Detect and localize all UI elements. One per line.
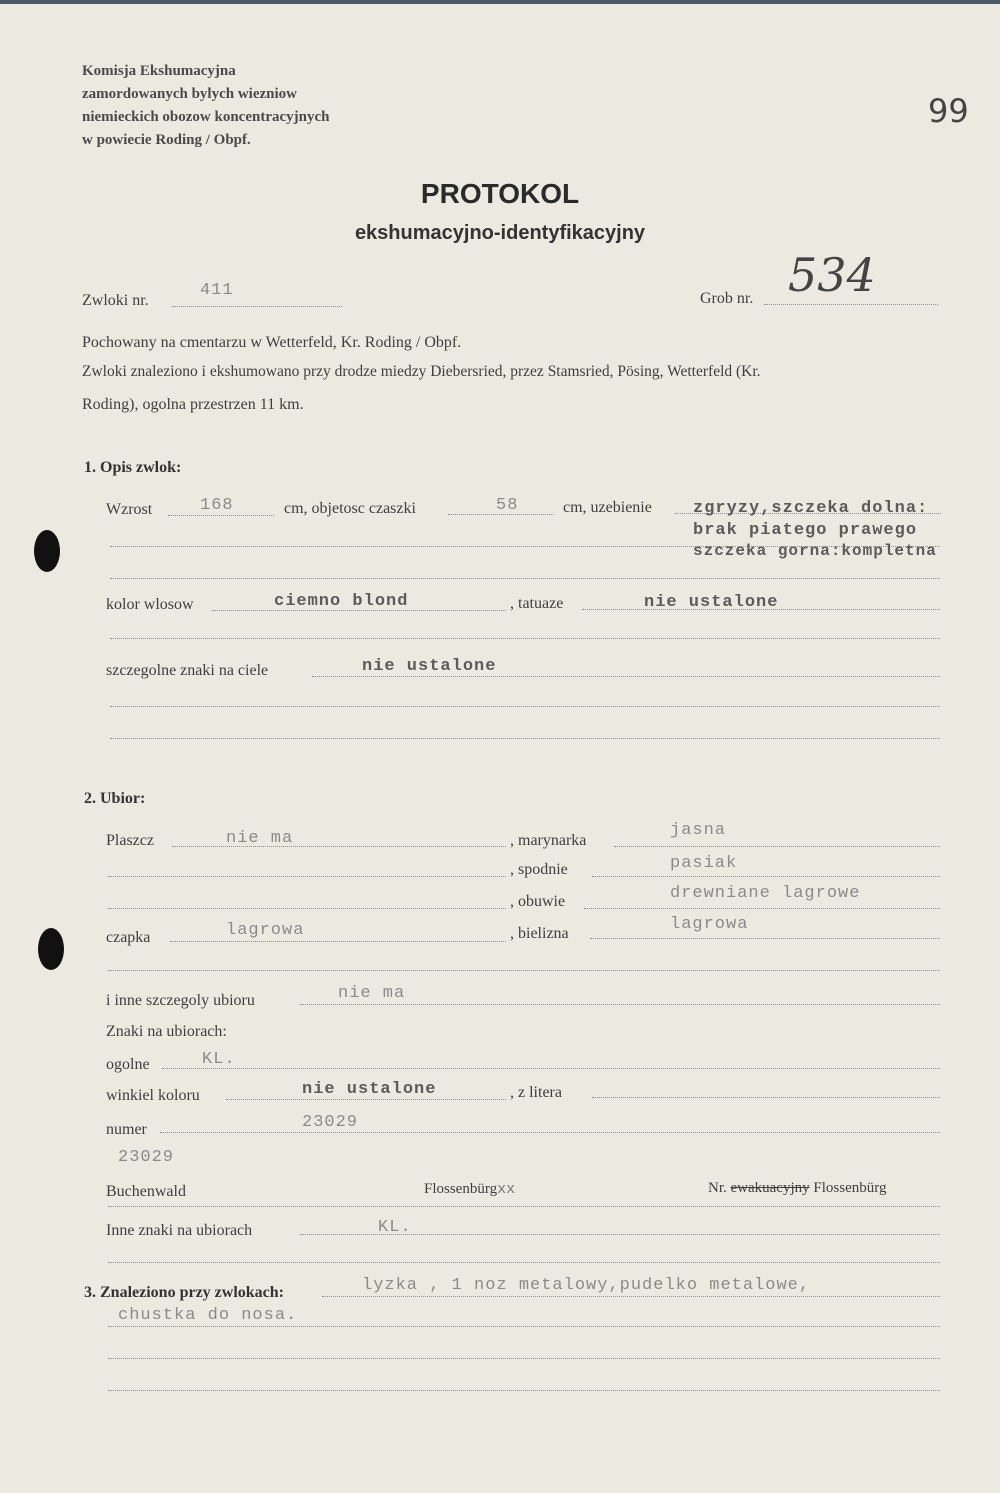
inne-znaki-value: KL. xyxy=(378,1218,412,1237)
cm-uzebienie-label: cm, uzebienie xyxy=(563,499,652,516)
flossenburg-text: Flossenbürg xyxy=(424,1181,498,1197)
zwloki-value: 411 xyxy=(200,281,234,300)
intro-line-1: Pochowany na cmentarzu w Wetterfeld, Kr. Roding / Obpf. xyxy=(82,334,462,351)
numer-label: numer xyxy=(106,1121,147,1138)
header-line-4: w powiecie Roding / Obpf. xyxy=(82,132,251,148)
document-subtitle: ekshumacyjno-identyfikacyjny xyxy=(354,222,646,244)
bielizna-value: lagrowa xyxy=(670,915,749,934)
spodnie-label: , spodnie xyxy=(510,861,568,878)
znaki-ubiory-label: Znaki na ubiorach: xyxy=(106,1023,227,1040)
buchenwald-label: Buchenwald xyxy=(106,1183,186,1200)
znaki-value: nie ustalone xyxy=(362,657,497,676)
nr-prefix: Nr. xyxy=(708,1180,727,1196)
winkiel-label: winkiel koloru xyxy=(106,1087,200,1104)
flossenburg-label xyxy=(424,1181,515,1198)
inne-znaki-label: Inne znaki na ubiorach xyxy=(106,1222,253,1239)
top-edge xyxy=(0,0,1000,4)
zwloki-label: Zwloki nr. xyxy=(82,292,149,309)
intro-line-3: Roding), ogolna przestrzen 11 km. xyxy=(82,396,304,413)
plaszcz-label: Plaszcz xyxy=(106,832,154,849)
document-title: PROTOKOL xyxy=(420,178,580,209)
inne-label: i inne szczegoly ubioru xyxy=(106,992,255,1009)
czaszka-value: 58 xyxy=(496,496,519,515)
plaszcz-value: nie ma xyxy=(226,829,294,848)
tatuaze-label: , tatuaze xyxy=(510,595,564,612)
nr-ewakuacyjny-label xyxy=(708,1180,886,1197)
cm-czaszka-label: cm, objetosc czaszki xyxy=(284,500,416,517)
numer-value-2: 23029 xyxy=(118,1148,175,1167)
inne-value: nie ma xyxy=(338,984,406,1003)
ewakuacyjny-struck: ewakuacyjny xyxy=(730,1180,810,1196)
znaleziono-value-1: lyzka , 1 noz metalowy,pudelko metalowe, xyxy=(362,1276,811,1295)
nr-suffix: Flossenbürg xyxy=(813,1180,887,1196)
section-2-heading: 2. Ubior: xyxy=(84,790,146,807)
marynarka-value: jasna xyxy=(670,821,727,840)
wlosy-value: ciemno blond xyxy=(274,592,409,611)
czapka-label: czapka xyxy=(106,929,151,946)
header-line-1: Komisja Ekshumacyjna xyxy=(82,63,236,79)
wzrost-label: Wzrost xyxy=(106,501,153,518)
section-3-heading: 3. Znaleziono przy zwlokach: xyxy=(84,1284,284,1301)
section-1-heading: 1. Opis zwlok: xyxy=(84,459,182,476)
header-line-3: niemieckich obozow koncentracyjnych xyxy=(82,109,330,125)
obuwie-value: drewniane lagrowe xyxy=(670,884,861,903)
bielizna-label: , bielizna xyxy=(510,925,569,942)
flossenburg-strike-marks: xx xyxy=(497,1181,516,1198)
punch-hole-top xyxy=(34,530,60,572)
header-line-2: zamordowanych bylych wiezniow xyxy=(82,86,297,102)
uzebienie-value-3: szczeka gorna:kompletna xyxy=(693,542,937,560)
punch-hole-bottom xyxy=(38,928,64,970)
ogolne-value: KL. xyxy=(202,1050,236,1069)
winkiel-value: nie ustalone xyxy=(302,1080,437,1099)
czapka-value: lagrowa xyxy=(226,921,305,940)
obuwie-label: , obuwie xyxy=(510,893,566,910)
ogolne-label: ogolne xyxy=(106,1056,150,1073)
wzrost-value: 168 xyxy=(200,496,234,515)
znaleziono-value-2: chustka do nosa. xyxy=(118,1306,298,1325)
uzebienie-value-2: brak piatego prawego xyxy=(693,521,918,540)
page-number: 99 xyxy=(928,92,969,130)
znaki-label: szczegolne znaki na ciele xyxy=(106,662,269,679)
numer-value: 23029 xyxy=(302,1113,359,1132)
grob-label: Grob nr. xyxy=(700,290,754,307)
intro-line-2: Zwloki znaleziono i ekshumowano przy drodze miedzy Diebersried, przez Stamsried, Pösing, Wetterfeld (Kr. xyxy=(82,363,761,380)
tatuaze-value: nie ustalone xyxy=(644,593,779,612)
uzebienie-value-1: zgryzy,szczeka dolna: xyxy=(693,499,929,518)
spodnie-value: pasiak xyxy=(670,854,738,873)
litera-label: , z litera xyxy=(510,1084,562,1101)
wlosy-label: kolor wlosow xyxy=(106,596,194,613)
marynarka-label: , marynarka xyxy=(510,832,587,849)
grob-value: 534 xyxy=(788,248,876,302)
